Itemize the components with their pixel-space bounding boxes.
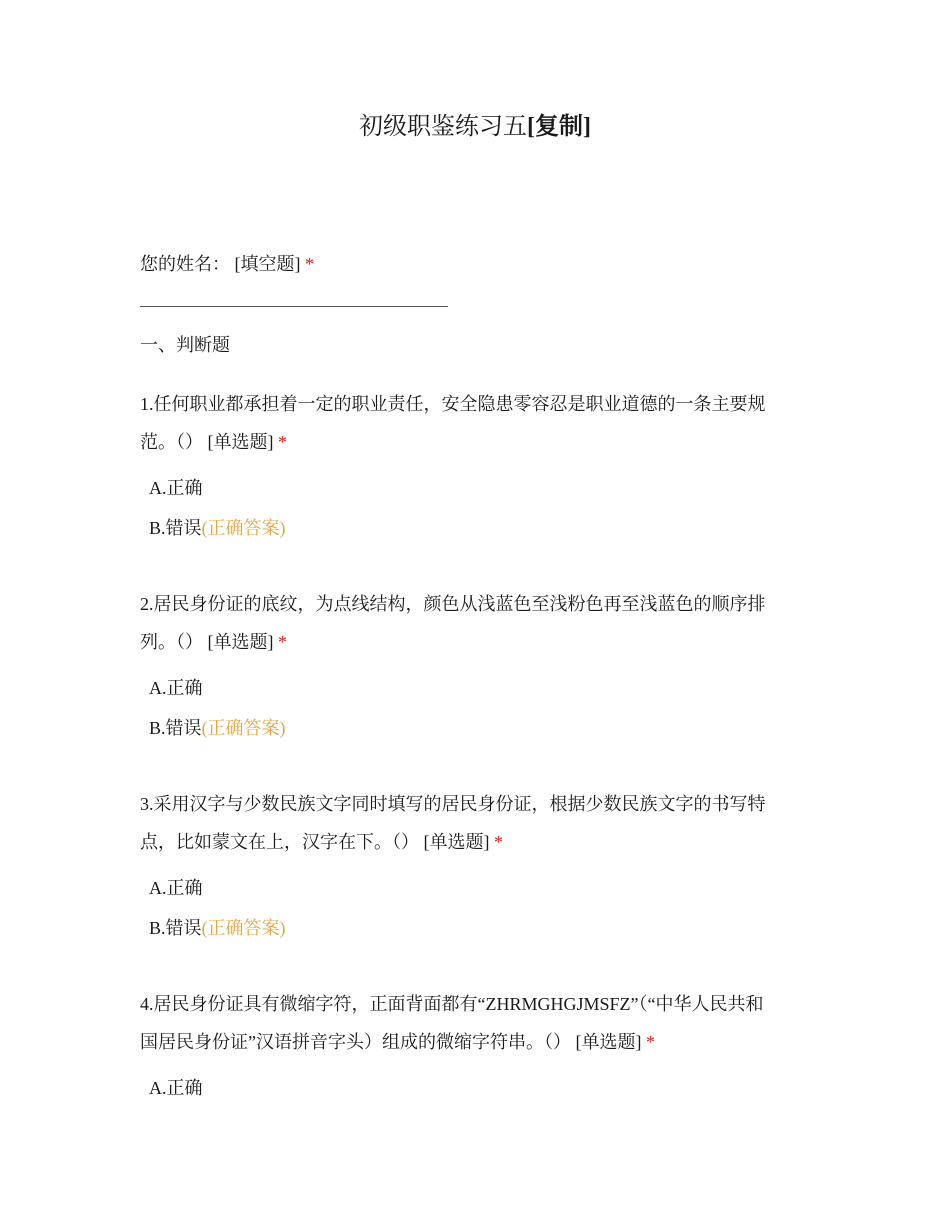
question-3-text: 点，比如蒙文在上，汉字在下。（） xyxy=(140,832,419,852)
question-2-option-b-label: B.错误 xyxy=(149,718,202,738)
question-3-option-b[interactable] xyxy=(149,916,286,940)
question-1-text-line2 xyxy=(140,430,287,454)
question-1-text-line1: 1.任何职业都承担着一定的职业责任，安全隐患零容忍是职业道德的一条主要规 xyxy=(140,394,766,414)
question-3-text-line2 xyxy=(140,830,503,854)
question-3-option-a[interactable]: A.正确 xyxy=(149,878,203,898)
question-1-text: 范。（） xyxy=(140,432,203,452)
page-title xyxy=(0,112,950,142)
required-mark: * xyxy=(278,432,287,452)
question-4-text-line2 xyxy=(140,1030,655,1054)
question-2-option-b[interactable] xyxy=(149,716,286,740)
correct-answer-note: (正确答案) xyxy=(201,918,286,938)
section-heading: 一、判断题 xyxy=(140,335,230,355)
question-2-text: 列。（） xyxy=(140,632,203,652)
name-question xyxy=(140,252,314,276)
question-3-text-line1: 3.采用汉字与少数民族文字同时填写的居民身份证，根据少数民族文字的书写特 xyxy=(140,794,766,814)
title-main: 初级职鉴练习五 xyxy=(359,114,527,140)
correct-answer-note: (正确答案) xyxy=(201,718,286,738)
name-label: 您的姓名： xyxy=(140,254,230,274)
name-answer-line[interactable] xyxy=(140,306,448,307)
question-1-option-a[interactable]: A.正确 xyxy=(149,478,203,498)
question-2-text-line2 xyxy=(140,630,287,654)
question-3-option-b-label: B.错误 xyxy=(149,918,202,938)
name-type: [填空题] xyxy=(234,254,301,274)
required-mark: * xyxy=(278,632,287,652)
title-bracket: [复制] xyxy=(527,114,591,140)
question-1-option-b[interactable] xyxy=(149,516,286,540)
correct-answer-note: (正确答案) xyxy=(201,518,286,538)
question-2-option-a[interactable]: A.正确 xyxy=(149,678,203,698)
question-1-option-b-label: B.错误 xyxy=(149,518,202,538)
required-mark: * xyxy=(494,832,503,852)
question-1-type: [单选题] xyxy=(207,432,274,452)
question-4-text-line1: 4.居民身份证具有微缩字符，正面背面都有“ZHRMGHGJMSFZ”（“中华人民共和 xyxy=(140,994,764,1014)
question-4-type: [单选题] xyxy=(575,1032,642,1052)
question-2-text-line1: 2.居民身份证的底纹，为点线结构，颜色从浅蓝色至浅粉色再至浅蓝色的顺序排 xyxy=(140,594,766,614)
question-4-text: 国居民身份证”汉语拼音字头）组成的微缩字符串。（） xyxy=(140,1032,571,1052)
required-mark: * xyxy=(305,254,314,274)
question-2-type: [单选题] xyxy=(207,632,274,652)
question-3-type: [单选题] xyxy=(423,832,490,852)
required-mark: * xyxy=(646,1032,655,1052)
question-4-option-a[interactable]: A.正确 xyxy=(149,1078,203,1098)
